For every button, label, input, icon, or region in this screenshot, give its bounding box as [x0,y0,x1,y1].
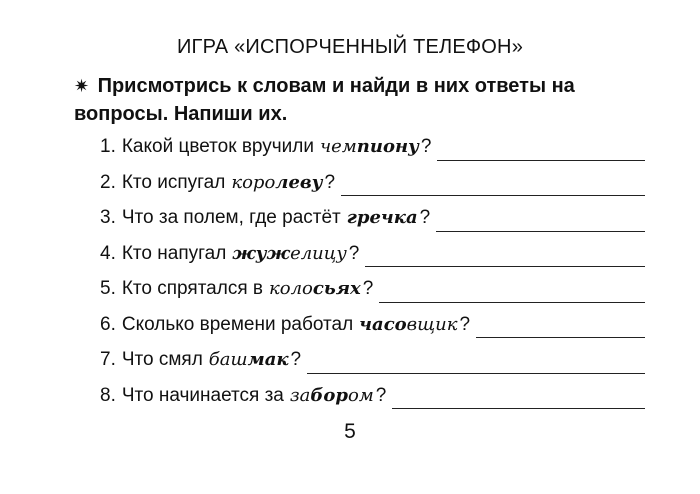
instruction-line-2: вопросы. Напиши их. [74,103,288,125]
question-text: Сколько времени работал [121,313,354,335]
question-text: Что за полем, где растёт [121,207,341,228]
question-item [100,172,645,208]
question-mark: ? [459,313,471,335]
answer-line[interactable] [341,194,645,196]
question-number: 1. [100,136,116,157]
question-number: 4. [100,242,116,264]
question-mark: ? [348,242,360,264]
question-item [100,349,645,385]
question-mark: ? [375,384,387,406]
page-title: ИГРА «ИСПОРЧЕННЫЙ ТЕЛЕФОН» [176,36,524,58]
cursive-word: чемпиону [319,136,419,157]
page-number: 5 [344,420,356,443]
question-item [100,243,645,279]
question-item [100,385,645,421]
question-list [100,136,645,420]
answer-line[interactable] [476,336,645,338]
question-mark: ? [290,349,302,370]
question-text: Что начинается за [121,384,284,406]
instruction-line-1 [74,72,654,100]
question-item [100,207,645,243]
answer-line[interactable] [379,301,645,303]
question-item [100,136,645,172]
answer-line[interactable] [365,265,645,267]
cursive-word: часовщик [359,313,458,335]
question-text: Какой цветок вручили [121,136,314,157]
question-text: Кто спрятался в [121,278,263,299]
question-number: 7. [100,349,116,370]
star-bullet-icon: ✷ [74,76,90,96]
answer-line[interactable] [392,407,645,409]
question-number: 8. [100,384,116,406]
question-item [100,314,645,350]
question-item [100,278,645,314]
question-text: Кто напугал [121,242,227,264]
cursive-word: башмак [208,349,289,370]
cursive-word: колосьях [269,278,361,299]
question-mark: ? [324,171,336,193]
cursive-word: забором [289,384,374,406]
question-mark: ? [420,136,432,157]
question-number: 2. [100,171,116,193]
instruction-text-1: Присмотрись к словам и найди в них ответы на [97,75,575,97]
question-mark: ? [362,278,374,299]
question-text: Кто испугал [121,171,226,193]
cursive-word: гречка [346,207,418,228]
question-number: 3. [100,207,116,228]
question-text: Что смял [121,349,203,370]
answer-line[interactable] [307,372,645,374]
question-number: 5. [100,278,116,299]
answer-line[interactable] [436,230,645,232]
instruction [74,72,654,128]
question-number: 6. [100,313,116,335]
cursive-word: жужелицу [232,242,347,264]
cursive-word: королеву [231,171,323,193]
question-mark: ? [419,207,431,228]
answer-line[interactable] [437,159,645,161]
